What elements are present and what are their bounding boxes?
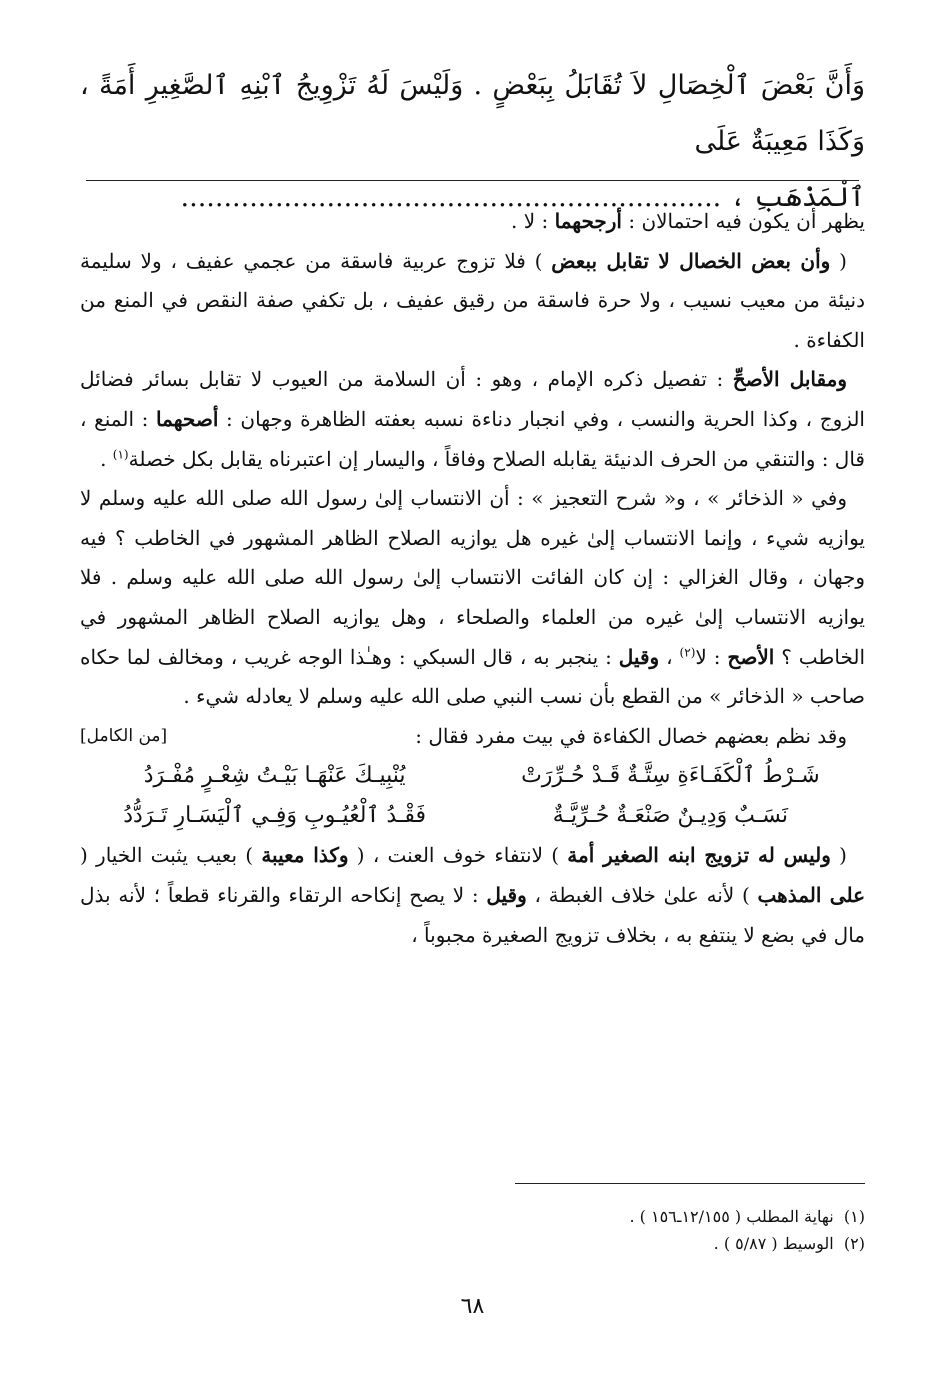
commentary-paragraph-2: ( وأن بعض الخصال لا تقابل ببعض ) فلا تزوج عربية فاسقة من عجمي عفيف ، ولا سليمة دنيئة من معيب نسيب ، ولا حرة فاسقة من رقيق عفيف ، بل تكفي صفة النقص في المنع من الكفاءة . — [80, 248, 865, 352]
verse-1-second-hemistich: يُنْبِيـكَ عَنْهَـا بَيْـتُ شِعْـرٍ مُفْـرَدُ — [143, 763, 406, 789]
poem-verse-1 — [80, 756, 865, 796]
commentary-paragraph-1: يظهر أن يكون فيه احتمالان : أرجحهما : لا . — [511, 209, 865, 233]
commentary-paragraph-3: ومقابل الأصحِّ : تفصيل ذكره الإمام ، وهو : أن السلامة من العيوب لا تقابل بسائر فضائل الزوج ، وكذا الحرية والنسب ، وفي انجبار دناءة نسبه بعفته الظاهرة وجهان : أصحهما : المنع ، قال : والتنقي من الحرف الدنيئة يقابله الصلاح وفاقاً ، واليسار إن اعتبرناه يقابل بكل خصلة$^{(١)}$ . — [80, 367, 865, 471]
poem-intro: وقد نظم بعضهم خصال الكفاءة في بيت مفرد فقال : [من الكامل] — [80, 717, 865, 757]
verse-2-first-hemistich: نَسَـبٌ وَدِيـنٌ صَنْعَـةٌ حُـرِّيَّـةٌ — [552, 803, 788, 829]
matn-dots: ............................................................... — [180, 182, 722, 213]
matn-line-2-text: ٱلْمَذْهَبِ ، — [729, 182, 865, 213]
matn-line-1: وَأَنَّ بَعْضَ ٱلْخِصَالِ لاَ تُقَابَلُ بِبَعْضٍ . وَلَيْسَ لَهُ تَزْوِيجُ ٱبْنِهِ ٱلصَّغِيرِ أَمَةً ، وَكَذَا مَعِيبَةٌ عَلَى — [80, 70, 865, 157]
footnotes — [365, 1203, 865, 1257]
commentary-paragraph-4: وفي « الذخائر » ، و« شرح التعجيز » : أن الانتساب إلىٰ رسول الله صلى الله عليه وسلم لا يوازيه شيء ، وإنما الانتساب إلىٰ غيره هل يوازيه الصلاح الظاهر المشهور في الخاطب ؟ فيه وجهان ، وقال الغزالي : إن كان الفائت الانتساب إلىٰ رسول الله صلى الله عليه وسلم . فلا يوازيه الانتساب إلىٰ غيره من العلماء والصلحاء ، وهل يوازيه الصلاح الظاهر المشهور في الخاطب ؟ الأصح : لا$^{(٢)}$ ، وقيل : ينجبر به ، قال السبكي : وهـٰذا الوجه غريب ، ومخالف لما حكاه صاحب « الذخائر » من القطع بأن نسب النبي صلى الله عليه وسلم لا يعادله شيء . — [80, 486, 866, 709]
commentary-paragraph-5: ( وليس له تزويج ابنه الصغير أمة ) لانتفاء خوف العنت ، ( وكذا معيبة ) بعيب يثبت الخيار ( على المذهب ) لأنه علىٰ خلاف الغبطة ، وقيل : لا يصح إنكاحه الرتقاء والقرناء قطعاً ؛ لأنه بذل مال في بضع لا ينتفع به ، بخلاف تزويج الصغيرة مجبوباً ، — [80, 843, 866, 947]
page-number: ٦٨ — [460, 1294, 485, 1319]
footnote-ref-2[interactable]: (٢) — [679, 644, 696, 659]
poem-verse-2 — [80, 796, 865, 836]
matn-separator — [86, 180, 859, 181]
footnote-ref-1[interactable]: (١) — [112, 446, 129, 461]
footnote-2: (٢) الوسيط ( ٥/٨٧ ) . — [713, 1234, 865, 1253]
footnote-1: (١) نهاية المطلب ( ١٢/١٥٥ـ١٥٦ ) . — [629, 1207, 865, 1226]
commentary — [80, 202, 865, 955]
verse-1-first-hemistich: شَـرْطُ ٱلْكَفَـاءَةِ سِتَّـةٌ قَـدْ حُـرِّرَتْ — [521, 763, 820, 789]
verse-2-second-hemistich: فَقْـدُ ٱلْعُيُـوبِ وَفِـي ٱلْيَسَـارِ تَـرَدُّدُ — [123, 803, 427, 829]
matn-text — [80, 58, 865, 226]
footnote-separator — [515, 1183, 865, 1184]
poem-meter: [من الكامل] — [80, 725, 168, 746]
